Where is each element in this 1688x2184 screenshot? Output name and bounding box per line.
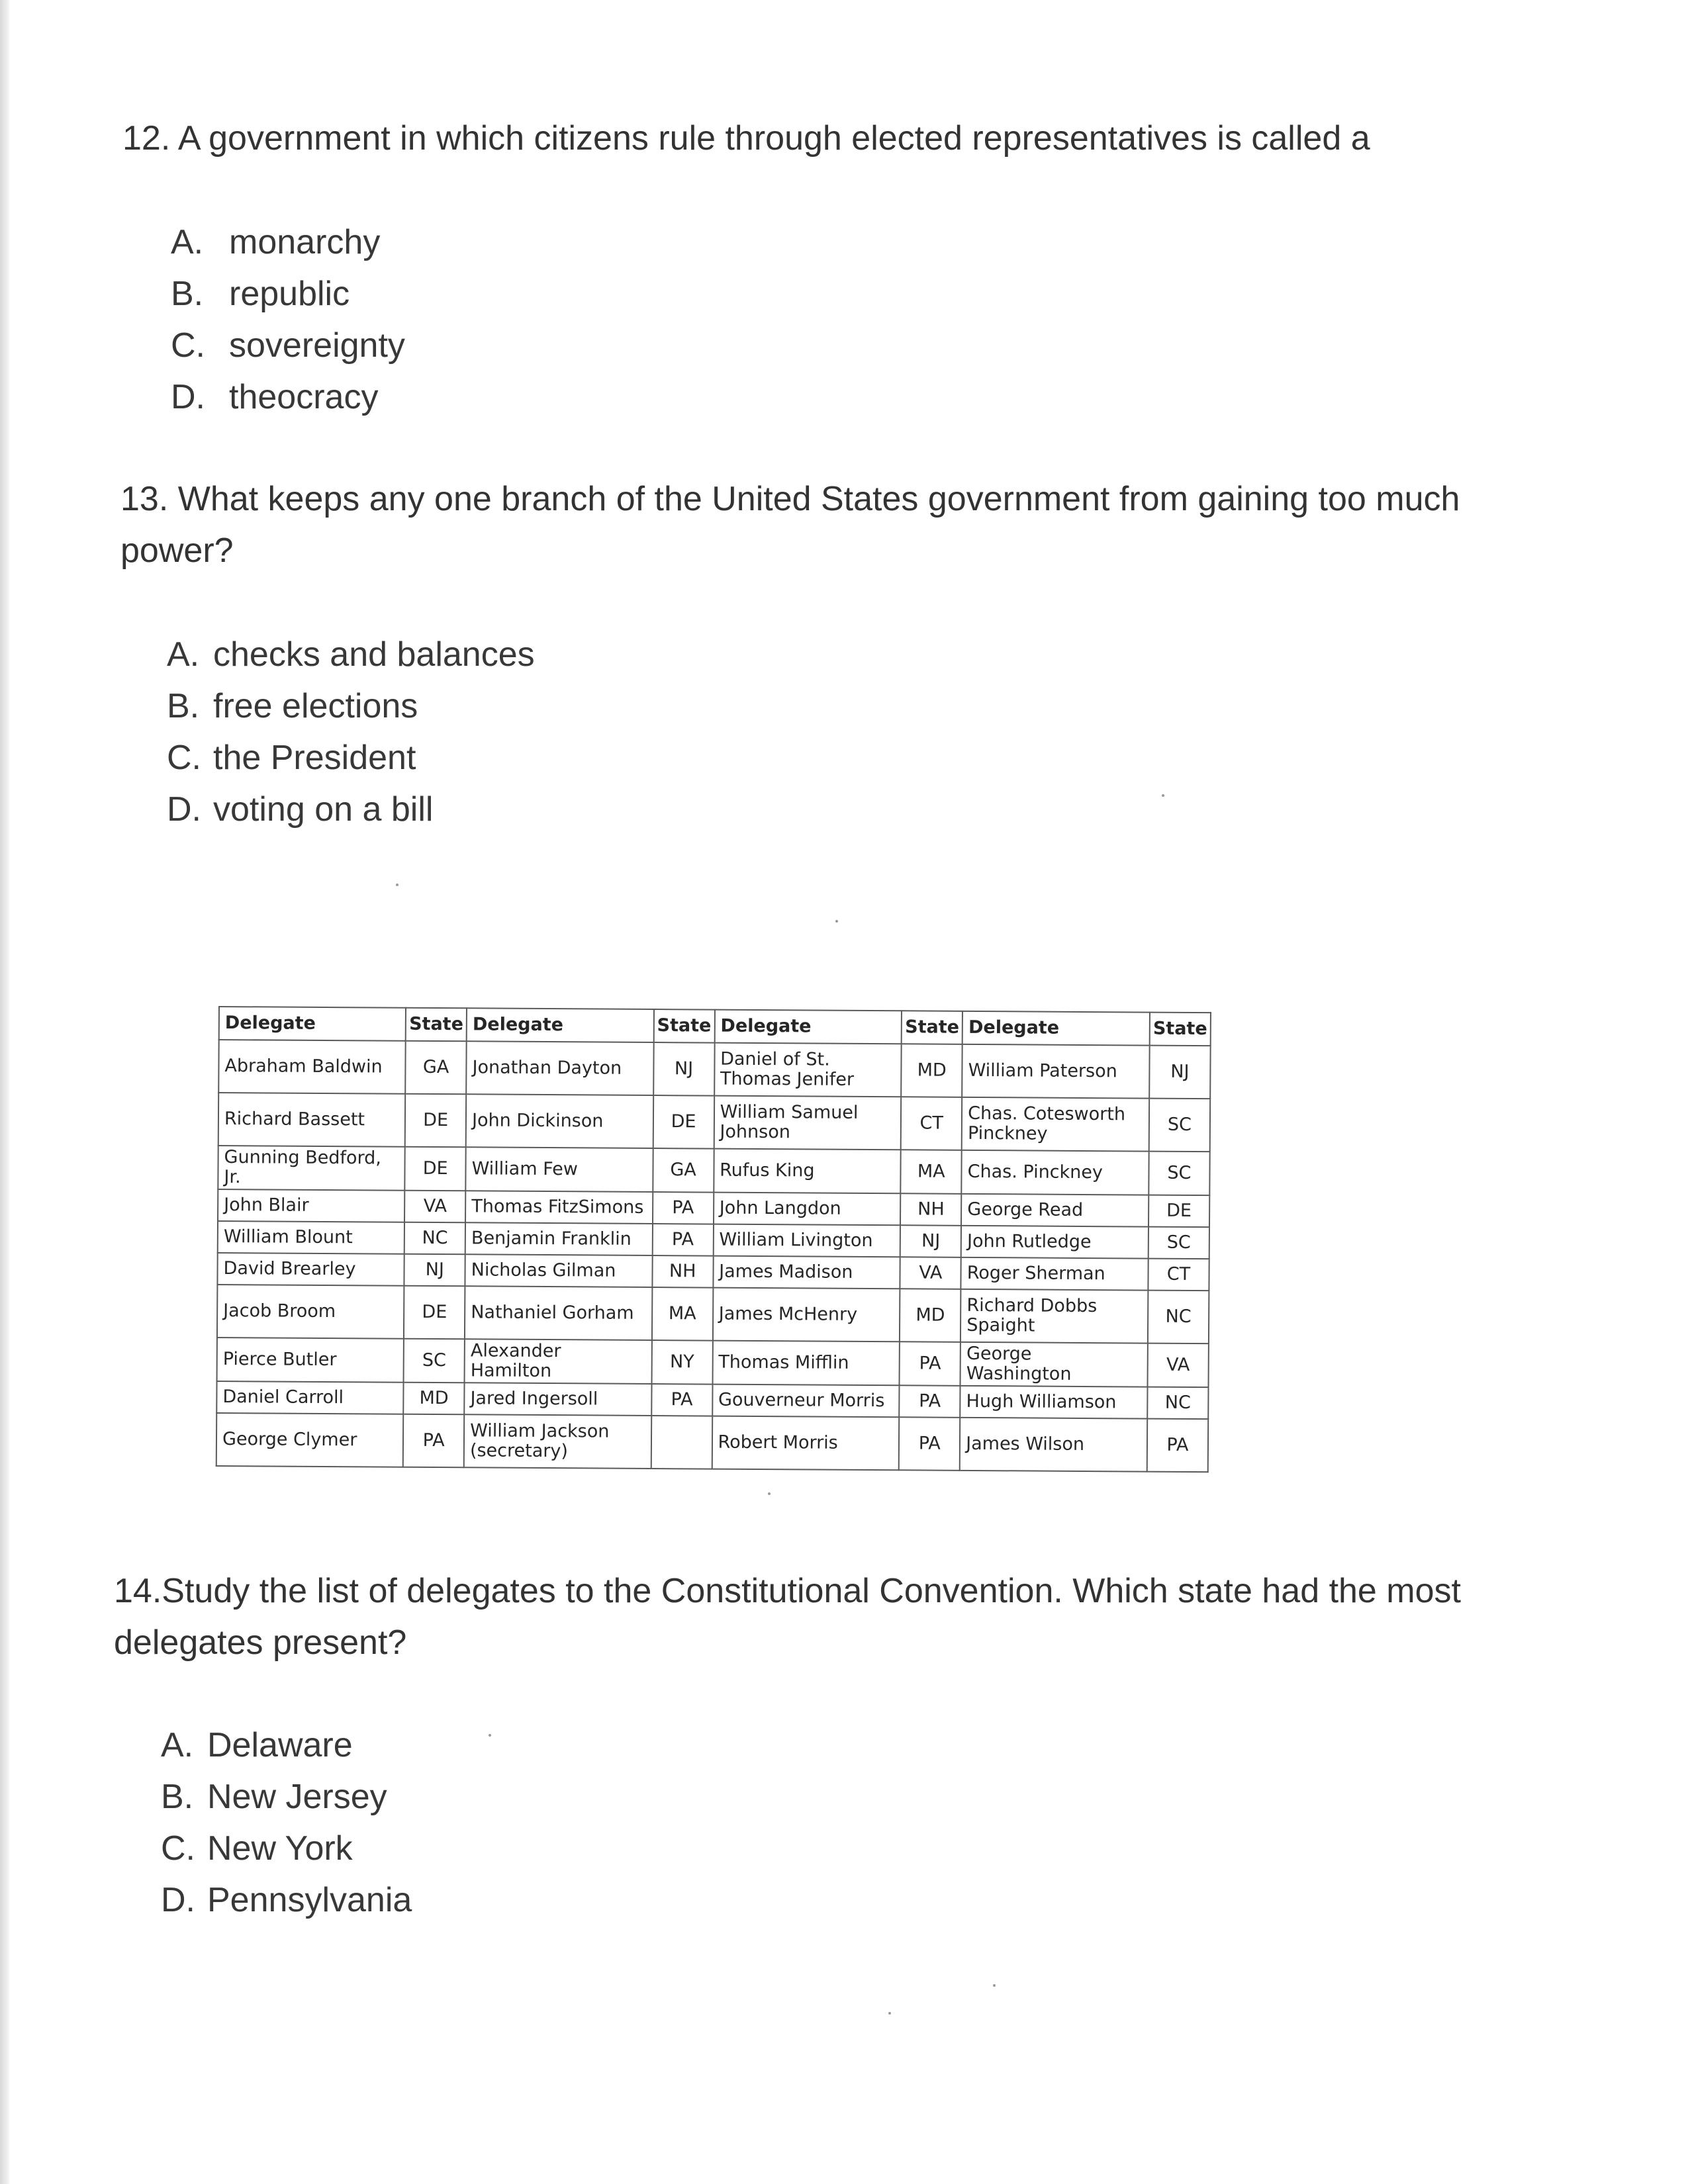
state-cell: PA: [900, 1342, 961, 1386]
scan-speck: [1162, 794, 1164, 797]
delegate-cell: William Paterson: [962, 1044, 1149, 1099]
state-cell: SC: [1149, 1152, 1209, 1196]
scan-speck: [993, 1984, 996, 1987]
delegate-cell: Alexander Hamilton: [465, 1339, 652, 1384]
choice-text: theocracy: [229, 378, 379, 416]
question-13-choices: [167, 629, 535, 835]
state-cell: NH: [652, 1255, 713, 1288]
delegate-cell: Thomas FitzSimons: [465, 1191, 653, 1224]
state-cell: CT: [1148, 1259, 1209, 1291]
delegate-cell: William Livington: [713, 1224, 900, 1257]
table-row: [217, 1285, 1209, 1343]
state-cell: NJ: [900, 1225, 961, 1257]
table-row: [216, 1413, 1208, 1472]
delegate-cell: John Langdon: [714, 1193, 901, 1226]
state-cell: MA: [652, 1287, 713, 1341]
delegate-cell: William Blount: [218, 1221, 405, 1254]
header-state: State: [902, 1011, 962, 1044]
choice-letter: A.: [171, 223, 204, 261]
state-cell: SC: [1149, 1099, 1211, 1152]
header-state: State: [653, 1009, 714, 1043]
table-row: [218, 1040, 1210, 1099]
choice-text: the President: [213, 739, 416, 777]
choice-text: monarchy: [229, 223, 381, 261]
choice-text: New York: [207, 1829, 353, 1868]
scan-speck: [835, 920, 838, 923]
delegate-cell: Gunning Bedford, Jr.: [218, 1146, 405, 1191]
choice-letter: B.: [171, 275, 204, 313]
delegate-cell: Gouverneur Morris: [712, 1385, 900, 1418]
delegate-cell: Pierce Butler: [217, 1338, 404, 1383]
state-cell: PA: [1147, 1419, 1209, 1473]
state-cell: [651, 1416, 712, 1469]
state-cell: SC: [404, 1339, 465, 1383]
delegate-cell: Thomas Mifflin: [712, 1341, 900, 1386]
state-cell: NC: [1147, 1387, 1208, 1420]
state-cell: NH: [900, 1193, 961, 1226]
delegate-cell: Robert Morris: [712, 1416, 899, 1471]
header-delegate: Delegate: [714, 1010, 902, 1044]
choice-item: [161, 1874, 412, 1926]
delegate-cell: William Samuel Johnson: [714, 1096, 901, 1150]
question-12-choices: [171, 216, 405, 423]
delegate-cell: Nicholas Gilman: [465, 1254, 653, 1287]
delegate-cell: Nathaniel Gorham: [465, 1286, 652, 1340]
choice-item: [161, 1771, 412, 1823]
choice-item: [161, 1823, 412, 1874]
delegate-cell: Daniel Carroll: [216, 1381, 404, 1414]
state-cell: MD: [404, 1383, 465, 1415]
delegate-cell: George Read: [961, 1194, 1149, 1227]
state-cell: SC: [1149, 1227, 1209, 1259]
delegate-cell: Jared Ingersoll: [464, 1383, 651, 1416]
header-delegate: Delegate: [962, 1011, 1150, 1046]
choice-item: [167, 784, 535, 835]
delegate-cell: George Washington: [961, 1342, 1148, 1387]
choice-item: [171, 216, 405, 268]
delegate-cell: John Dickinson: [466, 1094, 653, 1148]
state-cell: PA: [900, 1385, 961, 1418]
state-cell: NJ: [653, 1042, 714, 1096]
question-14-choices: [161, 1719, 412, 1926]
state-cell: VA: [404, 1191, 465, 1223]
delegate-cell: Rufus King: [714, 1149, 901, 1194]
state-cell: DE: [404, 1286, 465, 1340]
choice-text: Delaware: [207, 1726, 353, 1764]
choice-letter: C.: [161, 1829, 195, 1868]
delegate-cell: John Rutledge: [961, 1226, 1149, 1259]
delegate-cell: John Blair: [218, 1189, 405, 1222]
question-12-prompt: 12. A government in which citizens rule through elected representatives is called a: [122, 119, 1370, 158]
choice-item: [171, 371, 405, 423]
choice-item: [167, 732, 535, 784]
state-cell: NJ: [404, 1254, 465, 1287]
state-cell: DE: [405, 1094, 466, 1148]
question-13-prompt: 13. What keeps any one branch of the United States government from gaining too much power?: [120, 480, 1460, 570]
choice-letter: A.: [167, 635, 200, 674]
header-state: State: [1150, 1013, 1211, 1046]
delegate-cell: Jacob Broom: [217, 1285, 404, 1339]
delegate-cell: George Clymer: [216, 1413, 404, 1467]
delegate-cell: Chas. Cotesworth Pinckney: [962, 1097, 1149, 1152]
delegate-cell: Richard Dobbs Spaight: [961, 1289, 1148, 1343]
state-cell: NY: [651, 1340, 712, 1385]
delegate-cell: Daniel of St. Thomas Jenifer: [714, 1043, 902, 1097]
table-header-row: [219, 1007, 1211, 1046]
choice-item: [167, 629, 535, 680]
scan-speck: [489, 1734, 491, 1737]
delegate-cell: David Brearley: [217, 1253, 404, 1286]
table-row: [218, 1146, 1209, 1195]
scan-speck: [768, 1492, 771, 1495]
delegate-cell: Hugh Williamson: [960, 1386, 1147, 1419]
choice-text: checks and balances: [213, 635, 535, 674]
choice-text: Pennsylvania: [207, 1881, 412, 1919]
delegate-cell: James Wilson: [960, 1418, 1147, 1472]
state-cell: VA: [900, 1257, 961, 1289]
choice-text: sovereignty: [229, 326, 405, 365]
choice-letter: C.: [171, 326, 205, 365]
state-cell: PA: [899, 1417, 960, 1471]
choice-item: [171, 268, 405, 320]
header-delegate: Delegate: [467, 1008, 654, 1042]
delegate-cell: James Madison: [713, 1256, 900, 1289]
choice-letter: D.: [171, 378, 205, 416]
choice-text: voting on a bill: [213, 790, 434, 829]
scan-speck: [396, 884, 399, 886]
choice-item: [161, 1719, 412, 1771]
scan-speck: [888, 2012, 891, 2015]
delegate-cell: William Few: [465, 1147, 653, 1192]
choice-letter: B.: [161, 1778, 194, 1816]
state-cell: MD: [900, 1289, 961, 1342]
question-14-prompt: 14.Study the list of delegates to the Constitutional Convention. Which state had the most delegates present?: [114, 1572, 1461, 1662]
state-cell: PA: [651, 1384, 712, 1416]
header-delegate: Delegate: [219, 1007, 406, 1041]
delegate-cell: Roger Sherman: [961, 1257, 1149, 1291]
state-cell: VA: [1147, 1343, 1208, 1388]
delegate-cell: Richard Bassett: [218, 1093, 406, 1147]
state-cell: NJ: [1149, 1046, 1211, 1099]
state-cell: CT: [901, 1097, 962, 1150]
state-cell: PA: [403, 1414, 464, 1468]
state-cell: PA: [653, 1192, 714, 1224]
state-cell: DE: [653, 1095, 714, 1149]
state-cell: NC: [1148, 1291, 1209, 1344]
delegate-cell: William Jackson (secretary): [464, 1414, 651, 1469]
choice-item: [171, 320, 405, 371]
choice-letter: B.: [167, 687, 200, 725]
choice-letter: D.: [167, 790, 201, 829]
scan-page-edge: [0, 0, 9, 2184]
delegates-table: [216, 1006, 1211, 1473]
delegate-cell: Jonathan Dayton: [466, 1041, 653, 1095]
state-cell: MA: [901, 1150, 962, 1194]
choice-text: New Jersey: [207, 1778, 387, 1816]
choice-letter: D.: [161, 1881, 195, 1919]
table-row: [218, 1093, 1210, 1152]
delegate-cell: Abraham Baldwin: [218, 1040, 406, 1094]
state-cell: DE: [405, 1147, 466, 1191]
state-cell: GA: [653, 1148, 714, 1193]
choice-item: [167, 680, 535, 732]
table-row: [217, 1338, 1209, 1387]
delegate-cell: Benjamin Franklin: [465, 1222, 653, 1255]
delegate-cell: James McHenry: [713, 1288, 900, 1342]
state-cell: GA: [406, 1041, 467, 1095]
choice-letter: C.: [167, 739, 201, 777]
delegate-cell: Chas. Pinckney: [961, 1150, 1149, 1195]
choice-text: free elections: [213, 687, 418, 725]
state-cell: MD: [902, 1044, 962, 1097]
state-cell: PA: [652, 1224, 713, 1256]
header-state: State: [406, 1008, 467, 1042]
state-cell: NC: [404, 1222, 465, 1255]
choice-text: republic: [229, 275, 350, 313]
state-cell: DE: [1149, 1195, 1209, 1228]
choice-letter: A.: [161, 1726, 194, 1764]
